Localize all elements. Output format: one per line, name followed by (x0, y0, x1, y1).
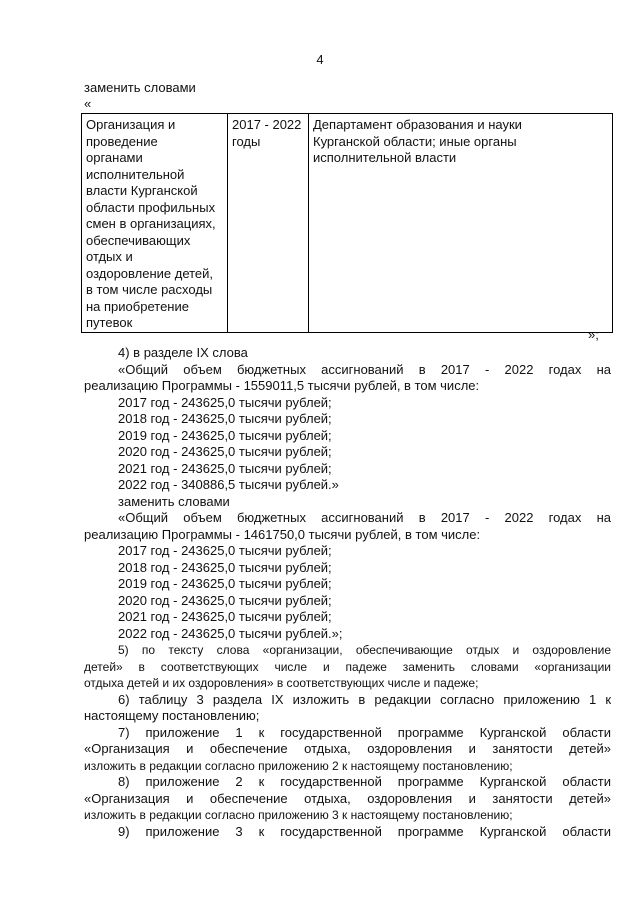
text-line: «Общий объем бюджетных ассигнований в 2017 - 2022 годах на (118, 510, 611, 525)
cell-line: области профильных (86, 199, 216, 215)
text-line: изложить в редакции согласно приложению 3 к настоящему постановлению; (84, 808, 513, 822)
text-line: 2019 год - 243625,0 тысячи рублей; (118, 576, 332, 591)
text-line: «Организация и обеспечение отдыха, оздоровления и занятости детей» (84, 790, 611, 806)
text-line: отдыха детей и их оздоровления» в соответствующих числе и падеже; (84, 676, 479, 690)
text-line: 2021 год - 243625,0 тысячи рублей; (118, 609, 332, 624)
open-quote: « (84, 96, 92, 111)
cell-line: власти Курганской (86, 183, 198, 198)
cell-line: оздоровление детей, (86, 265, 214, 281)
cell-line: органами (86, 150, 143, 165)
cell-line: отдых и (86, 249, 133, 264)
table-close-quote: »; (588, 327, 599, 342)
text-line: 2020 год - 243625,0 тысячи рублей; (118, 592, 332, 608)
text-line: 2020 год - 243625,0 тысячи рублей; (118, 444, 332, 459)
cell-line: Департамент образования и науки (313, 117, 522, 132)
program-table (81, 113, 613, 333)
cell-line: обеспечивающих (86, 232, 191, 248)
text-line: 2022 год - 340886,5 тысячи рублей.» (118, 477, 339, 492)
text-line: 9) приложение 3 к государственной программе Курганской области (118, 823, 611, 839)
text-line: 2018 год - 243625,0 тысячи рублей; (118, 559, 332, 575)
text-line: реализацию Программы - 1461750,0 тысячи рублей, в том числе: (84, 526, 481, 542)
cell-line: на приобретение (86, 298, 189, 314)
table-row (82, 114, 613, 333)
text-line: 6) таблицу 3 раздела IX изложить в редакции согласно приложению 1 к (118, 691, 611, 707)
text-line: изложить в редакции согласно приложению 2 к настоящему постановлению; (84, 758, 513, 773)
page-number: 4 (316, 52, 324, 67)
text-line: 2022 год - 243625,0 тысячи рублей.»; (118, 625, 343, 641)
text-line: реализацию Программы - 1559011,5 тысячи рублей, в том числе: (84, 378, 480, 393)
replace-with-label: заменить словами (84, 80, 196, 95)
text-line: 4) в разделе IX слова (118, 345, 248, 360)
text-line: 2019 год - 243625,0 тысячи рублей; (118, 427, 332, 443)
cell-line: путевок (86, 315, 133, 330)
period-cell (228, 114, 309, 333)
cell-line: 2017 - 2022 (232, 117, 302, 132)
text-line: настоящему постановлению; (84, 708, 260, 723)
text-line: 2017 год - 243625,0 тысячи рублей; (118, 543, 332, 558)
text-line: 2021 год - 243625,0 тысячи рублей; (118, 460, 332, 476)
cell-line: исполнительной (86, 166, 185, 182)
text-line: 8) приложение 2 к государственной программе Курганской области (118, 774, 611, 789)
cell-line: годы (232, 133, 261, 149)
executor-cell (309, 114, 613, 333)
text-line: 2018 год - 243625,0 тысячи рублей; (118, 411, 332, 426)
activity-cell (82, 114, 228, 333)
text-line: «Организация и обеспечение отдыха, оздоровления и занятости детей» (84, 741, 611, 756)
cell-line: в том числе расходы (86, 282, 213, 297)
text-line: 5) по тексту слова «организации, обеспечивающие отдых и оздоровление (118, 643, 611, 657)
text-line: 2017 год - 243625,0 тысячи рублей; (118, 394, 332, 410)
cell-line: исполнительной власти (313, 150, 457, 165)
cell-line: Курганской области; иные органы (313, 133, 517, 149)
text-line: заменить словами (118, 493, 230, 509)
cell-line: проведение (86, 133, 158, 149)
text-line: 7) приложение 1 к государственной программе Курганской области (118, 724, 611, 740)
text-line: «Общий объем бюджетных ассигнований в 2017 - 2022 годах на (118, 361, 611, 377)
text-line: детей» в соответствующих числе и падеже заменить словами «организации (84, 659, 611, 674)
cell-line: смен в организациях, (86, 216, 216, 231)
cell-line: Организация и (86, 117, 176, 132)
